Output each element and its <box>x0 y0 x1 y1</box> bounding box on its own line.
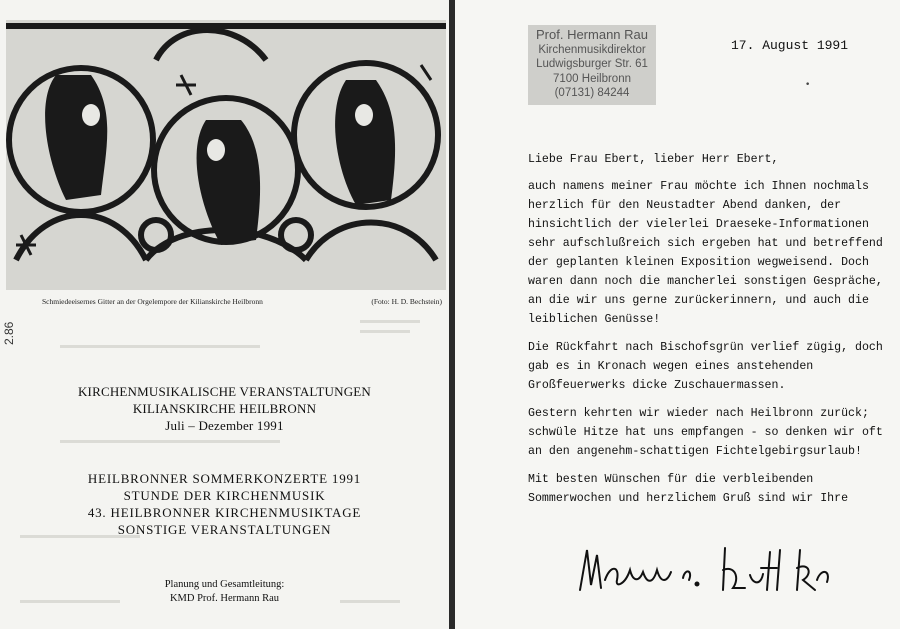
letter-paragraph: auch namens meiner Frau möchte ich Ihnen nochmals herzlich für den Neustadter Abend danken, der hinsichtlich der vielerlei Draeseke-Informationen sehr aufschlußreich sich ergeben hat und betreffend der geplanten kleinen Exposition wegweisend. Doch waren dann noch die mancherlei sonstigen Gespräche, an die wir uns gerne zurückerinnern, und auch die leiblichen Genüsse! <box>528 180 883 326</box>
stamp-line: (07131) 84244 <box>554 87 630 99</box>
program-cover-page <box>0 0 449 629</box>
sender-address-stamp <box>528 25 656 105</box>
pen-mark: • <box>805 80 811 90</box>
letter-paragraph: Gestern kehrten wir wieder nach Heilbronn zurück; schwüle Hitze hat uns empfangen - so denken wir oft an den angenehm-schattigen Fichtelgebirgsurlaub! <box>528 407 883 458</box>
concert-series-list <box>0 470 449 538</box>
bleed-through-line <box>60 345 260 348</box>
planning-name: KMD Prof. Hermann Rau <box>169 593 280 604</box>
photo-caption <box>42 297 442 306</box>
stamp-line: Kirchenmusikdirektor <box>538 43 646 56</box>
angel-grille-illustration <box>6 20 446 290</box>
stamp-line: Prof. Hermann Rau <box>536 27 648 42</box>
planning-label: Planung und Gesamtleitung: <box>164 579 285 590</box>
letter-paragraph: Die Rückfahrt nach Bischofsgrün verlief zügig, doch gab es in Kronach wegen eines anstehenden Großfeuerwerks dicke Zuschauermassen. <box>528 341 883 392</box>
signature-scrawl <box>575 540 835 598</box>
letter-page <box>455 0 900 629</box>
caption-text: Schmiedeeisernes Gitter an der Orgelempore der Kilianskirche Heilbronn <box>42 297 263 306</box>
handwritten-signature <box>575 540 835 598</box>
events-title-line-2: KILIANSKIRCHE HEILBRONN <box>132 401 317 416</box>
handwritten-side-note: 2.86 <box>2 321 16 345</box>
stamp-line: Ludwigsburger Str. 61 <box>536 58 648 70</box>
events-title-line-3: Juli – Dezember 1991 <box>165 418 284 433</box>
stamp-line: 7100 Heilbronn <box>552 72 631 85</box>
letter-date: 17. August 1991 <box>731 38 849 53</box>
ironwork-photo <box>6 20 446 290</box>
planning-credit <box>0 578 449 606</box>
series-item: SONSTIGE VERANSTALTUNGEN <box>117 522 332 537</box>
series-item: HEILBRONNER SOMMERKONZERTE 1991 <box>87 471 362 486</box>
bleed-through-line <box>360 320 420 323</box>
events-title-line-1: KIRCHENMUSIKALISCHE VERANSTALTUNGEN <box>77 384 372 399</box>
bleed-through-line <box>60 440 280 443</box>
series-item: 43. HEILBRONNER KIRCHENMUSIKTAGE <box>87 505 362 520</box>
letter-body <box>528 150 898 517</box>
bleed-through-line <box>360 330 410 333</box>
series-item: STUNDE DER KIRCHENMUSIK <box>123 488 326 503</box>
salutation: Liebe Frau Ebert, lieber Herr Ebert, <box>528 153 779 166</box>
letter-paragraph: Mit besten Wünschen für die verbleibenden Sommerwochen und herzlichem Gruß sind wir Ihre <box>528 473 849 505</box>
photo-credit: (Foto: H. D. Bechstein) <box>371 297 442 306</box>
events-title <box>0 383 449 434</box>
